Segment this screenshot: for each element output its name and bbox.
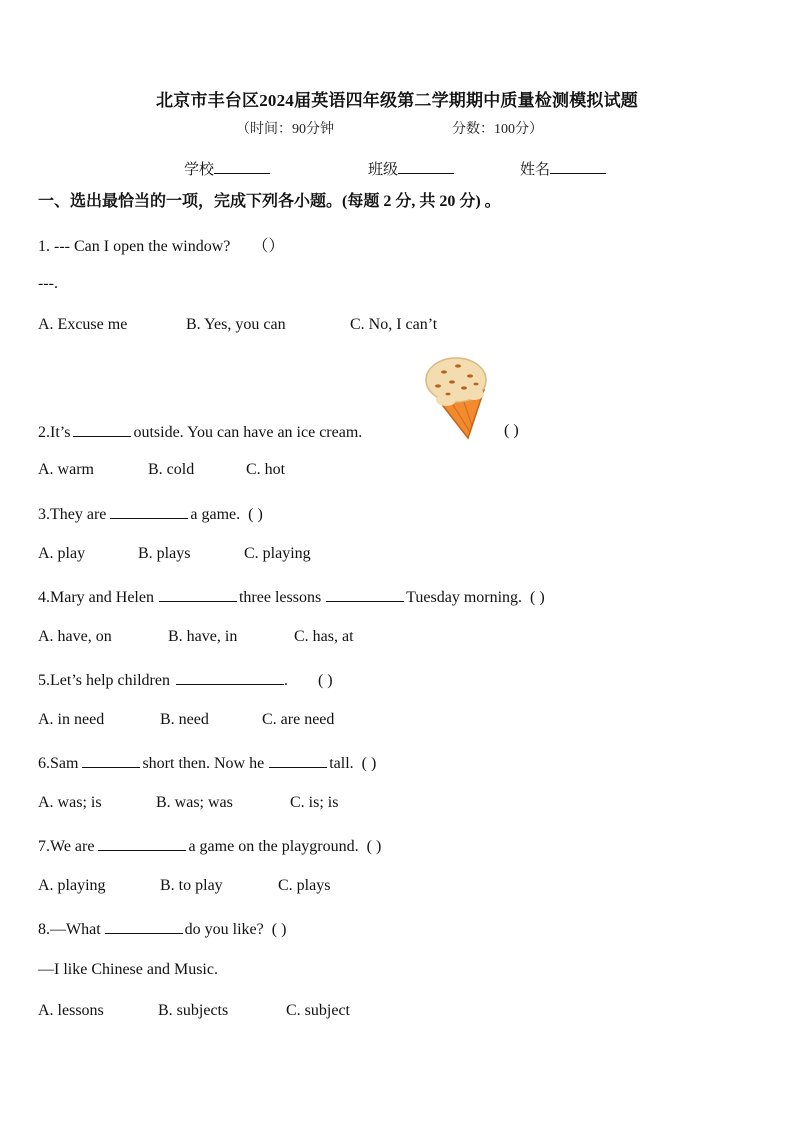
option-b: B. to play: [160, 877, 223, 894]
answer-paren: ( ): [317, 672, 333, 689]
option-a: A. playing: [38, 877, 106, 894]
answer-paren: ( ): [504, 422, 519, 439]
answer-paren: ( ): [361, 755, 377, 772]
ice-cream-cone-icon: [418, 350, 490, 442]
school-field: [184, 158, 270, 179]
option-c: C. is; is: [290, 794, 339, 811]
question-3-text-b: a game.: [190, 506, 241, 523]
question-7-text-a: 7.We are: [38, 838, 95, 855]
option-b: B. subjects: [158, 1002, 229, 1019]
time-info: （时间：90分钟: [236, 122, 334, 137]
answer-paren: ( ): [248, 506, 263, 523]
score-info: 分数：100分）: [452, 122, 543, 137]
option-a: A. in need: [38, 711, 105, 728]
answer-paren: （）: [252, 238, 285, 255]
section-heading: 一、选出最恰当的一项，完成下列各小题。(每题 2 分, 共 20 分) 。: [38, 193, 501, 210]
question-5-text-b: .: [283, 672, 288, 689]
question-4-text-a: 4.Mary and Helen: [38, 589, 154, 606]
question-8: [38, 919, 286, 939]
question-3: [38, 504, 263, 524]
question-2: [38, 422, 362, 442]
option-b: B. have, in: [168, 628, 238, 645]
option-a: A. have, on: [38, 628, 112, 645]
option-c: C. plays: [278, 877, 331, 894]
option-c: C. No, I can’t: [350, 316, 438, 333]
option-b: B. need: [160, 711, 209, 728]
question-4-text-b: three lessons: [238, 589, 322, 606]
name-label: 姓名: [520, 162, 551, 178]
question-4: [38, 587, 545, 607]
option-a: A. Excuse me: [38, 316, 128, 333]
option-a: A. play: [38, 545, 86, 562]
option-a: A. warm: [38, 461, 94, 478]
question-6: [38, 753, 376, 773]
question-1-text: 1. --- Can I open the window?: [38, 238, 231, 255]
question-6-text-b: short then. Now he: [142, 755, 265, 772]
question-1-response: ---.: [38, 275, 58, 292]
option-c: C. has, at: [294, 628, 354, 645]
question-6-text-a: 6.Sam: [38, 755, 79, 772]
question-2-text-a: 2.It’s: [38, 424, 71, 441]
question-8-response: —I like Chinese and Music.: [38, 961, 218, 978]
question-1: [38, 233, 284, 256]
question-8-text-b: do you like?: [184, 921, 264, 938]
question-4-text-c: Tuesday morning.: [406, 589, 523, 606]
question-8-text-a: 8.—What: [38, 921, 101, 938]
question-7: [38, 836, 381, 856]
option-c: C. playing: [244, 545, 311, 562]
option-b: B. Yes, you can: [186, 316, 286, 333]
question-3-text-a: 3.They are: [38, 506, 107, 523]
option-c: C. hot: [246, 461, 286, 478]
option-a: A. was; is: [38, 794, 102, 811]
question-5: [38, 670, 333, 690]
question-5-text-a: 5.Let’s help children: [38, 672, 170, 689]
option-c: C. subject: [286, 1002, 350, 1019]
page-title: 北京市丰台区2024届英语四年级第二学期期中质量检测模拟试题: [156, 91, 638, 110]
school-label: 学校: [184, 162, 215, 178]
option-a: A. lessons: [38, 1002, 104, 1019]
question-7-text-b: a game on the playground.: [188, 838, 359, 855]
name-field: [520, 158, 606, 179]
option-b: B. plays: [138, 545, 191, 562]
answer-paren: ( ): [530, 589, 545, 606]
answer-paren: ( ): [271, 921, 287, 938]
option-b: B. cold: [148, 461, 195, 478]
question-2-text-b: outside. You can have an ice cream.: [133, 424, 363, 441]
option-b: B. was; was: [156, 794, 233, 811]
class-field: [368, 158, 454, 179]
option-c: C. are need: [262, 711, 335, 728]
answer-paren: ( ): [366, 838, 382, 855]
question-6-text-c: tall.: [329, 755, 354, 772]
class-label: 班级: [368, 162, 399, 178]
